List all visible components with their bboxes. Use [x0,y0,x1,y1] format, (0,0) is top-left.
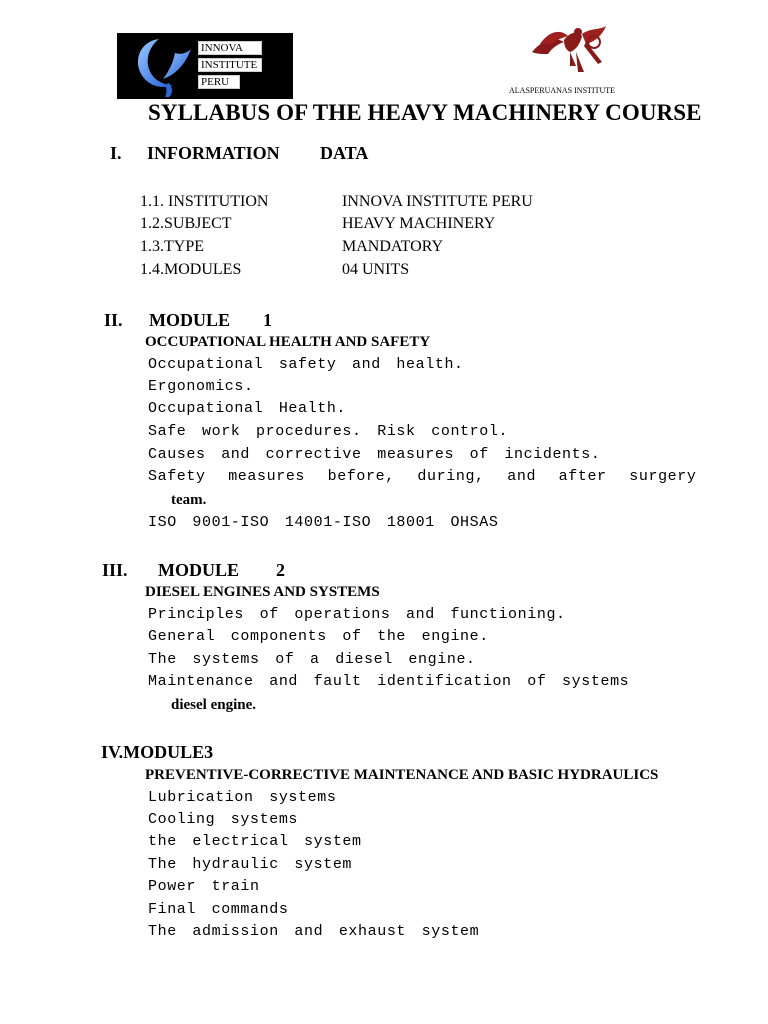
winged-figure-icon [530,22,610,80]
list-item: Power train [148,878,260,895]
info-value: INNOVA INSTITUTE PERU [342,193,533,210]
info-value: HEAVY MACHINERY [342,215,496,232]
module-subtitle: DIESEL ENGINES AND SYSTEMS [145,584,380,600]
list-item: the electrical system [148,833,362,850]
info-value: 04 UNITS [342,261,410,278]
list-item-continuation: diesel engine. [171,697,256,713]
list-item: Causes and corrective measures of incidents. [148,446,601,463]
swirl-logo-icon [129,35,195,97]
page-title: SYLLABUS OF THE HEAVY MACHINERY COURSE [148,100,702,125]
list-item: General components of the engine. [148,628,489,645]
module-subtitle: PREVENTIVE-CORRECTIVE MAINTENANCE AND BASIC HYDRAULICS [145,767,659,783]
logo-text-line: PERU [198,75,240,89]
section-numeral: II. [104,310,123,330]
section-heading: DATA [320,143,369,163]
list-item: Maintenance and fault identification of systems [148,673,630,690]
list-item: ISO 9001-ISO 14001-ISO 18001 OHSAS [148,514,499,531]
info-label: 1.3.TYPE [140,238,204,255]
section-numeral: III. [102,560,128,580]
info-value: MANDATORY [342,238,444,255]
innova-logo [117,33,293,99]
list-item: Occupational Health. [148,400,347,417]
info-label: 1.1. INSTITUTION [140,193,269,210]
logo-text-line: INSTITUTE [198,58,262,72]
list-item: The admission and exhaust system [148,923,480,940]
list-item: Ergonomics. [148,378,254,395]
list-item-continuation: team. [171,492,207,508]
logo-caption: ALASPERUANAS INSTITUTE [509,86,615,95]
list-item: Occupational safety and health. [148,356,464,373]
module-subtitle: OCCUPATIONAL HEALTH AND SAFETY [145,334,431,350]
section-numeral: I. [110,143,122,163]
section-heading: MODULE [149,310,230,330]
list-item: Lubrication systems [148,789,337,806]
list-item: Safe work procedures. Risk control. [148,423,509,440]
alasperuanas-logo [508,22,658,100]
info-label: 1.2.SUBJECT [140,215,232,232]
list-item: The systems of a diesel engine. [148,651,476,668]
info-label: 1.4.MODULES [140,261,242,278]
section-heading: INFORMATION [147,143,280,163]
module-number: 1 [263,310,272,330]
list-item: Principles of operations and functioning. [148,606,566,623]
list-item: Final commands [148,901,289,918]
list-item: Safety measures before, during, and after surgery [148,468,697,485]
logo-text-line: INNOVA [198,41,262,55]
list-item: Cooling systems [148,811,299,828]
section-heading: MODULE [158,560,239,580]
list-item: The hydraulic system [148,856,353,873]
module-number: 2 [276,560,285,580]
section-heading: IV.MODULE3 [101,742,214,762]
